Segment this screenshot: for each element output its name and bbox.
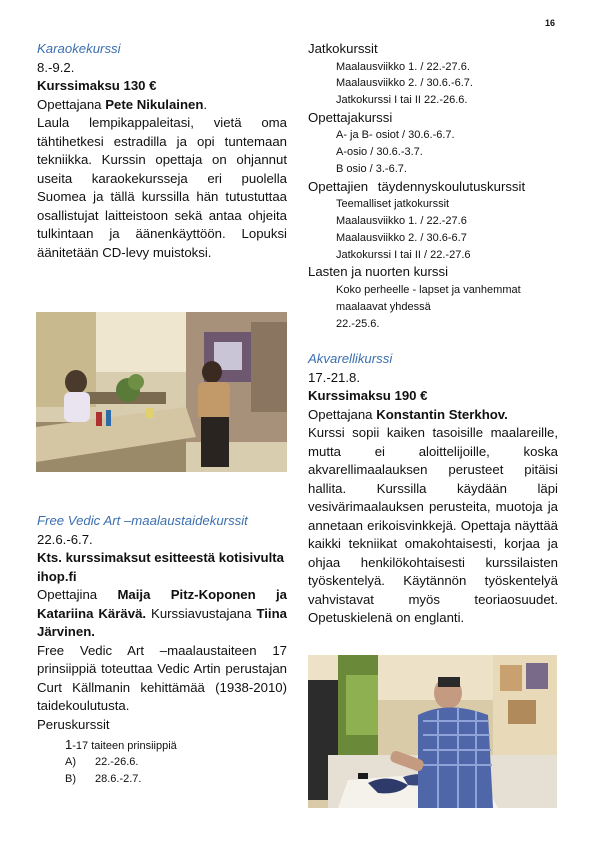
teacher-training-item: Teemalliset jatkokurssit xyxy=(336,198,450,211)
continuation-item: Jatkokurssi I tai II 22.-26.6. xyxy=(336,94,468,107)
vedic-principles-num: 1 xyxy=(65,737,73,752)
right-column xyxy=(308,40,558,628)
vedic-teacher-names: Maija Pitz-Koponen ja Katariina Kärävä. xyxy=(37,587,288,621)
karaoke-dates: 8.-9.2. xyxy=(37,59,75,75)
vedic-principles xyxy=(37,736,287,754)
teacher-course-item: A-osio / 30.6.-3.7. xyxy=(336,146,423,159)
vedic-item-a xyxy=(37,754,287,771)
karaoke-fee: Kurssimaksu 130 € xyxy=(37,78,157,93)
left-column xyxy=(37,40,287,262)
vedic-item-b-dates: 28.6.-2.7. xyxy=(95,773,142,785)
teacher-course-title: Opettajakurssi xyxy=(308,109,393,125)
karaoke-description: Laula lempikappaleitasi, vietä oma tähtihetkesi estradilla ja opi tuntemaan tekniikka. Kurssin opettaja on ohjannut useita karaokekursseja eri puolella Suomea ja tällä kurssilla hän tutustuttaa osallistujat laitteistoon sekä antaa ohjeita tulkintaan ja äänenkäyttöön. Lopuksi äänitetään CD-levy muistoksi. xyxy=(37,115,287,260)
watercolor-photo xyxy=(308,655,557,808)
karaoke-teacher xyxy=(37,96,287,115)
vedic-assistant-name: Tiina Järvinen. xyxy=(37,605,287,639)
vedic-teachers xyxy=(37,586,287,642)
watercolor-teacher-prefix: Opettajana xyxy=(308,406,377,422)
teacher-training-item: Maalausviikko 1. / 22.-27.6 xyxy=(336,215,467,228)
vedic-item-a-letter: A) xyxy=(65,756,76,768)
watercolor-fee: Kurssimaksu 190 € xyxy=(308,388,428,404)
vedic-principles-text: -17 taiteen prinsiippiä xyxy=(72,740,177,752)
workshop-photo xyxy=(36,312,287,472)
vedic-description: Free Vedic Art –maalaustaiteen 17 prinsiippiä toteuttaa Vedic Artin perustajan Curt Källmanin kehittämää (1938-2010) taidekoulutusta. xyxy=(37,642,287,713)
watercolor-description: Kurssi sopii kaiken tasoisille maalareille, mutta ei aloittelijoille, koska akvarellimaalauksen perusteet pitäisi hallita. Kurssilla käydään läpi vesivärimaalauksen perusteita, muotoja ja annetaan erikoisvinkkejä. Opettaja näyttää kaikki tekniikat omakohtaisesti, korjaa ja ohjaa henkilökohtaisesti kurssilaisten työskentelyä. Käytännön työskentelyä vahvistavat myös teoriaosuudet. Opetuskielenä on englanti. xyxy=(308,425,558,626)
watercolor-title: Akvarellikurssi xyxy=(308,351,393,367)
teacher-training-title: Opettajien täydennyskoulutuskurssit xyxy=(308,178,526,194)
continuation-title: Jatkokurssit xyxy=(308,41,378,56)
karaoke-teacher-prefix: Opettajana xyxy=(37,96,106,112)
karaoke-title: Karaokekurssi xyxy=(37,41,121,56)
karaoke-teacher-suffix: . xyxy=(203,96,208,112)
page-number: 16 xyxy=(544,18,555,28)
vedic-item-a-dates: 22.-26.6. xyxy=(95,756,139,768)
vedic-teacher-prefix: Opettajina xyxy=(37,587,118,602)
vedic-section xyxy=(37,512,287,788)
teacher-course-item: B osio / 3.-6.7. xyxy=(336,162,407,175)
vedic-title: Free Vedic Art –maalaustaidekurssit xyxy=(37,513,248,528)
teacher-training-item: Jatkokurssi I tai II / 22.-27.6 xyxy=(336,248,471,261)
karaoke-teacher-name: Pete Nikulainen xyxy=(105,96,204,112)
vedic-basic-label: Peruskurssit xyxy=(37,716,110,732)
kids-title: Lasten ja nuorten kurssi xyxy=(308,264,449,280)
kids-item: 22.-25.6. xyxy=(336,317,380,330)
teacher-course-item: A- ja B- osiot / 30.6.-6.7. xyxy=(336,129,455,142)
continuation-item: Maalausviikko 1. / 22.-27.6. xyxy=(336,60,470,73)
vedic-dates: 22.6.-6.7. xyxy=(37,531,93,547)
kids-item: Koko perheelle - lapset ja vanhemmat maalaavat yhdessä xyxy=(336,283,521,313)
vedic-assistant-prefix: Kurssiavustajana xyxy=(146,605,257,621)
vedic-item-b-letter: B) xyxy=(65,773,76,785)
watercolor-teacher xyxy=(308,406,558,425)
continuation-item: Maalausviikko 2. / 30.6.-6.7. xyxy=(336,77,473,90)
teacher-training-item: Maalausviikko 2. / 30.6-6.7 xyxy=(336,231,467,244)
watercolor-teacher-name: Konstantin Sterkhov. xyxy=(376,406,508,422)
vedic-item-b xyxy=(37,771,287,788)
watercolor-dates: 17.-21.8. xyxy=(308,369,361,385)
vedic-fee: Kts. kurssimaksut esitteestä kotisivulta ihop.fi xyxy=(37,550,285,584)
